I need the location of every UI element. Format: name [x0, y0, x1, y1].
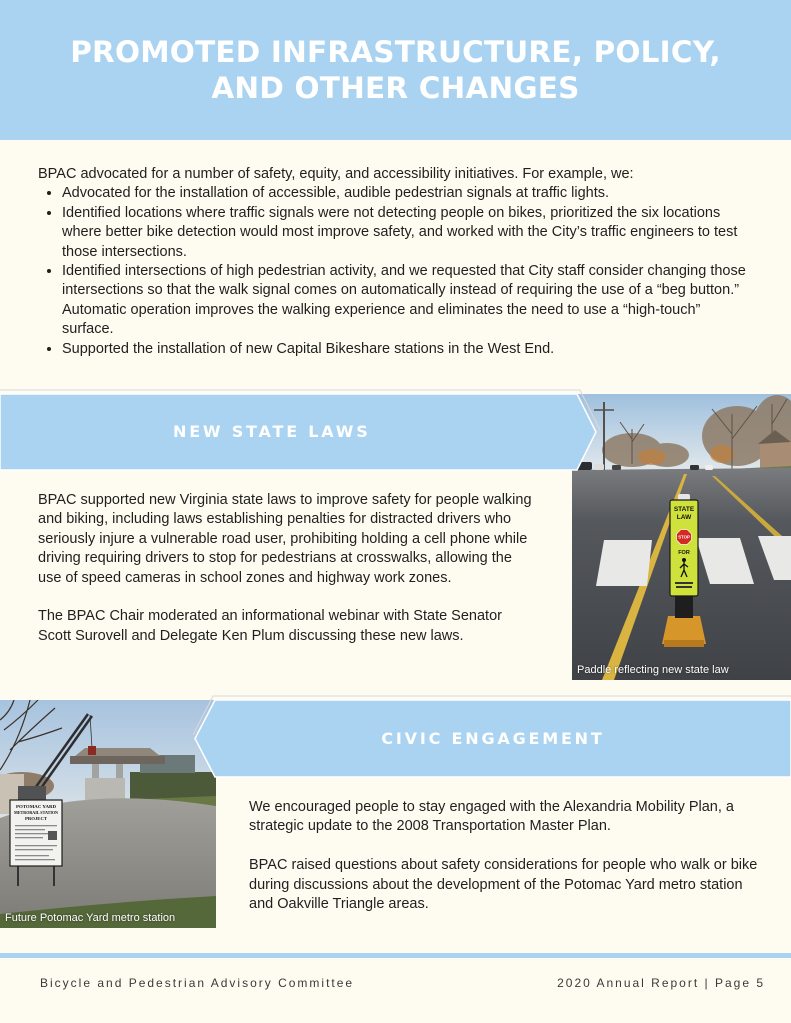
metro-station-photo: [0, 700, 216, 928]
sign-text-state: STATE: [673, 506, 695, 513]
bullet-item: • Supported the installation of new Capital Bikeshare stations in the West End.: [62, 340, 752, 359]
footer-committee-name: Bicycle and Pedestrian Advisory Committee: [40, 976, 355, 990]
sign-text-for: FOR: [678, 550, 690, 556]
section-heading-new-state-laws: NEW STATE LAWS: [173, 422, 371, 441]
new-state-laws-body: [38, 491, 538, 666]
sign-text-law: LAW: [676, 514, 692, 521]
header-band: [0, 0, 791, 140]
footer-divider: [0, 953, 791, 958]
photo-caption: Future Potomac Yard metro station: [5, 912, 176, 924]
body-paragraph: We encouraged people to stay engaged with the Alexandria Mobility Plan, a strategic update to the 2008 Transportation Master Plan.: [249, 799, 734, 835]
house: [760, 442, 791, 470]
paddle-photo: [572, 394, 791, 680]
initiatives-bullet-list: [38, 184, 752, 359]
photo-caption: Paddle reflecting new state law: [577, 664, 729, 676]
bullet-item: • Advocated for the installation of accessible, audible pedestrian signals at traffic lights.: [62, 184, 752, 203]
intro-lead: BPAC advocated for a number of safety, equity, and accessibility initiatives. For example, we:: [38, 166, 634, 182]
sign-text-line: POTOMAC YARD: [16, 804, 57, 809]
construction-site-illustration: [0, 700, 216, 928]
body-paragraph: BPAC raised questions about safety considerations for people who walk or bike during discussions about the development of the Potomac Yard metro station and Oakville Triangle areas.: [249, 857, 758, 913]
sign-text-stop: STOP: [678, 534, 690, 540]
street-crosswalk-illustration: [572, 394, 791, 680]
bullet-item: • Identified intersections of high pedestrian activity, and we requested that City staff consider changing those intersections so that the walk signal comes on automatically instead of requiring the use of a “beg button.” Automatic operation improves the walking experience and eliminates the need to use a “high-touch” surface.: [62, 262, 752, 340]
intro-section: [38, 165, 752, 359]
body-paragraph: The BPAC Chair moderated an informational webinar with State Senator Scott Surovell and Delegate Ken Plum discussing these new laws.: [38, 608, 502, 644]
qr-code-icon: [48, 831, 57, 840]
page-title-line-1: PROMOTED INFRASTRUCTURE, POLICY,: [70, 35, 721, 69]
project-sign: [10, 800, 62, 866]
page-title: [0, 0, 791, 106]
section-heading-civic-engagement: CIVIC ENGAGEMENT: [381, 729, 605, 748]
body-paragraph: BPAC supported new Virginia state laws to improve safety for people walking and biking, including laws establishing penalties for distracted drivers who seriously injure a vulnerable road user, prohibiting holding a cell phone while driving requiring drivers to stop for pedestrians at crosswalks, allowing the use of speed cameras in school zones and highway work zones.: [38, 492, 532, 586]
bullet-item: • Identified locations where traffic signals were not detecting people on bikes, prioritized the six locations where better bike detection would most improve safety, and worked with the City’s traffic engineers to test those intersections.: [62, 204, 752, 262]
sign-text-line: PROJECT: [25, 816, 47, 821]
sign-text-line: METRORAIL STATION: [14, 810, 59, 815]
civic-engagement-body: [249, 798, 761, 934]
page-title-line-2: AND OTHER CHANGES: [211, 71, 580, 105]
footer-page-label: 2020 Annual Report | Page 5: [557, 976, 765, 990]
